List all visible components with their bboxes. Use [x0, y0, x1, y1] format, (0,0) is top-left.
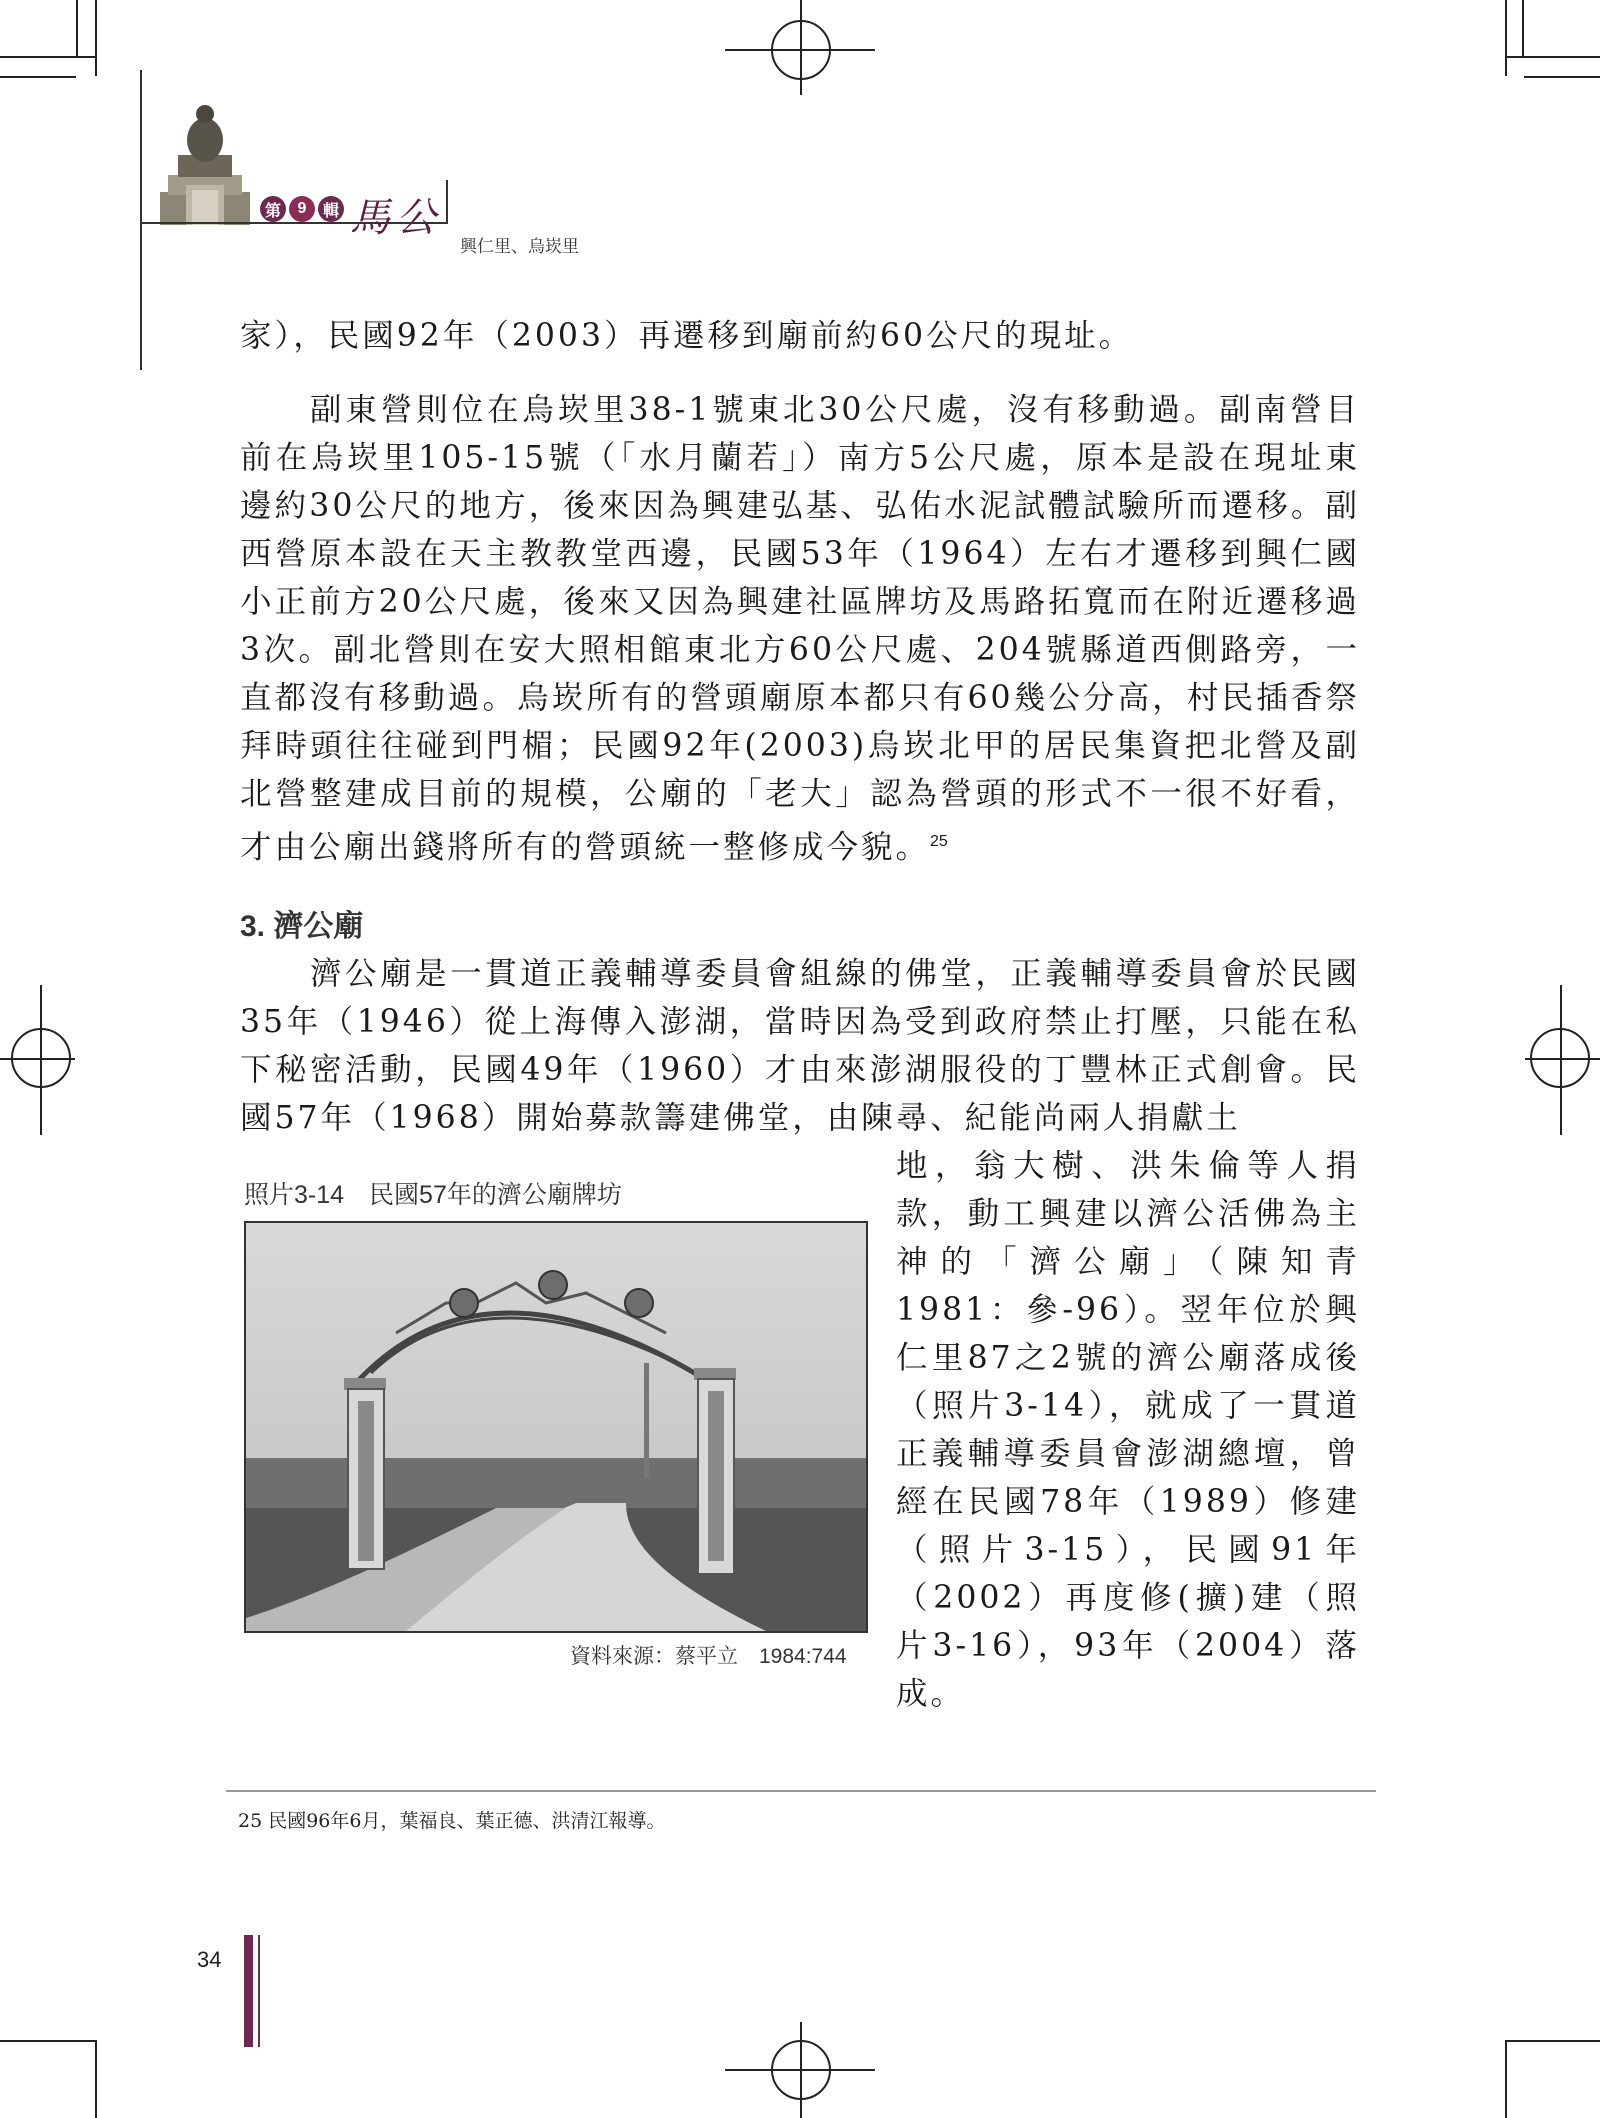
crop-mark [1505, 0, 1507, 76]
volume-badge [260, 196, 344, 222]
footnote: 25 民國96年6月，葉福良、葉正德、洪清江報導。 [238, 1810, 666, 1832]
chapter-subtitle: 興仁里、烏崁里 [460, 237, 579, 256]
volume-suffix: 輯 [318, 196, 344, 222]
paragraph-3-continued: 地，翁大樹、洪朱倫等人捐款，動工興建以濟公活佛為主神的「濟公廟」（陳知青1981：參-96）。翌年位於興仁里87之2號的濟公廟落成後（照片3-14），就成了一貫道正義輔導委員會澎湖總壇，曾經在民國78年（1989）修建（照片3-15），民國91年（2002）再度修(擴)建（照片3-16），93年（2004）落成。 [896, 1148, 1360, 1712]
crop-mark [0, 56, 95, 58]
volume-number: 9 [289, 196, 315, 222]
photo-source: 資料來源：蔡平立 1984:744 [570, 1645, 847, 1668]
paragraph-1: 家），民國92年（2003）再遷移到廟前約60公尺的現址。 [240, 318, 1134, 354]
paragraph-2-text: 副東營則位在烏崁里38-1號東北30公尺處，沒有移動過。副南營目前在烏崁里105-15號（「水月蘭若」）南方5公尺處，原本是設在現址東邊約30公尺的地方，後來因為興建弘基、弘佑水泥試體試驗所而遷移。副西營原本設在天主教教堂西邊，民國53年（1964）左右才遷移到興仁國小正前方20公尺處，後來又因為興建社區牌坊及馬路拓寬而在附近遷移過3次。副北營則在安大照相館東北方60公尺處、204號縣道西側路旁，一直都沒有移動過。烏崁所有的營頭廟原本都只有60幾公分高，村民插香祭拜時頭往往碰到門楣；民國92年(2003)烏崁北甲的居民集資把北營及副北營整建成目前的規模，公廟的「老大」認為營頭的形式不一很不好看，才由公廟出錢將所有的營頭統一整修成今貌。 [240, 392, 1360, 866]
crop-mark [1522, 0, 1524, 56]
crop-mark [1505, 2040, 1600, 2042]
crop-mark [1505, 56, 1600, 58]
section-heading: 3. 濟公廟 [240, 910, 364, 943]
crop-mark [0, 2040, 95, 2042]
footnote-rule [226, 1790, 1376, 1792]
crop-mark [0, 76, 76, 78]
town-title: 馬公 [350, 195, 442, 241]
header-vertical-rule [140, 70, 142, 370]
page-bar-thin [258, 1935, 260, 2047]
paragraph-2 [240, 386, 1360, 872]
crop-mark [95, 2040, 97, 2118]
archway-photo [244, 1221, 868, 1633]
crop-mark [1524, 76, 1600, 78]
statue-icon [150, 100, 260, 225]
registration-mark-left-v [40, 985, 42, 1135]
registration-mark-left-h [0, 1058, 75, 1060]
registration-mark-bottom-v [800, 2022, 802, 2118]
header-rule-tick [446, 180, 448, 224]
registration-mark-top-v [800, 0, 802, 95]
footnote-ref: 25 [930, 833, 948, 850]
page-number: 34 [197, 1947, 222, 1972]
page-bar [244, 1935, 253, 2047]
registration-mark-right-h [1525, 1058, 1600, 1060]
registration-mark-right-v [1560, 985, 1562, 1135]
paragraph-3: 濟公廟是一貫道正義輔導委員會組線的佛堂，正義輔導委員會於民國35年（1946）從上海傳入澎湖，當時因為受到政府禁止打壓，只能在私下秘密活動，民國49年（1960）才由來澎湖服役的丁豐林正式創會。民國57年（1968）開始募款籌建佛堂，由陳尋、紀能尚兩人捐獻土 [240, 956, 1360, 1136]
crop-mark [1505, 2040, 1507, 2118]
photo-caption: 照片3-14 民國57年的濟公廟牌坊 [244, 1181, 622, 1209]
volume-prefix: 第 [260, 196, 286, 222]
crop-mark [76, 0, 78, 56]
crop-mark [95, 0, 97, 76]
